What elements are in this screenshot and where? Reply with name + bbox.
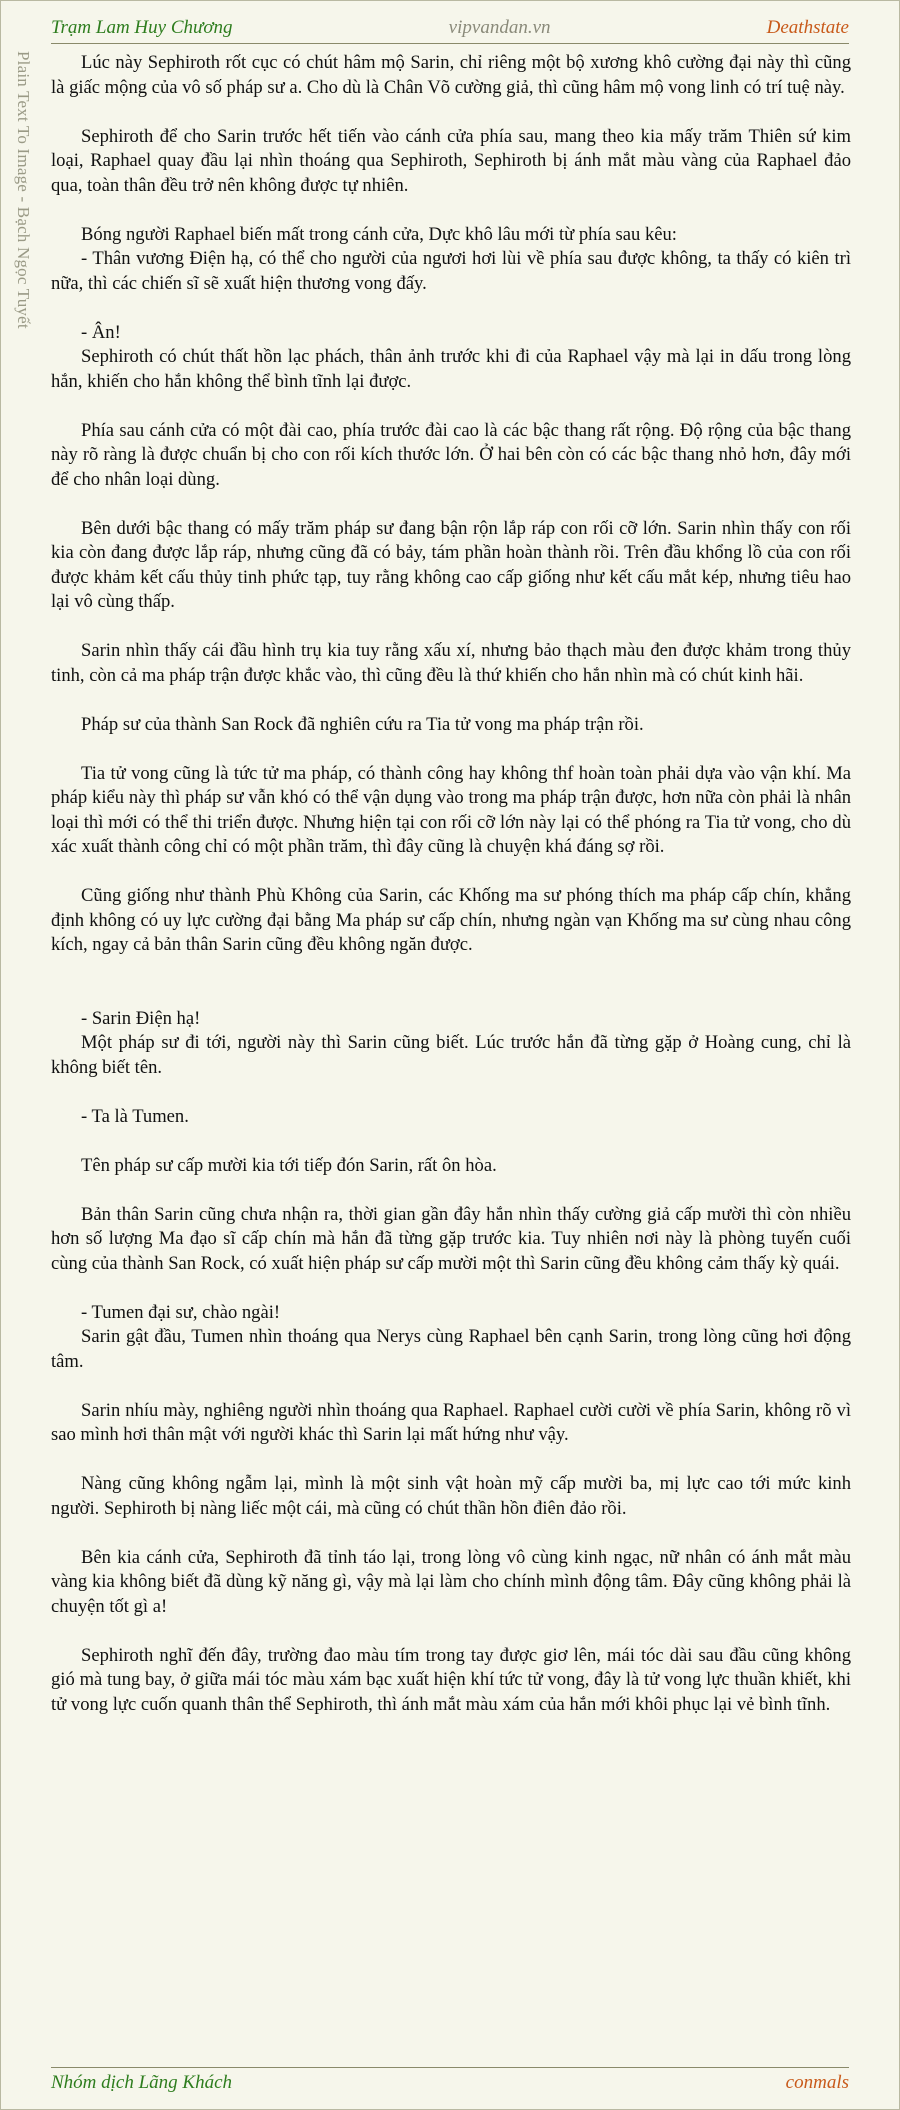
side-watermark-label: Plain Text To Image - Bạch Ngọc Tuyết: [14, 51, 33, 329]
paragraph: Cũng giống như thành Phù Không của Sarin, các Khống ma sư phóng thích ma pháp cấp chín, khẳng định không có uy lực cường đại bằng Ma pháp sư cấp chín, nhưng ngàn vạn Khống ma sư cùng nhau công kích, ngay cả bản thân Sarin cũng đều không ngăn được.: [51, 885, 851, 955]
paragraph-line: Sarin gật đầu, Tumen nhìn thoáng qua Nerys cùng Raphael bên cạnh Sarin, trong lòng cũng hơi động tâm.: [51, 1326, 851, 1372]
paragraph: [51, 321, 851, 395]
paragraph: Tia tử vong cũng là tức tử ma pháp, có thành công hay không thf hoàn toàn phải dựa vào vận khí. Ma pháp kiểu này thì pháp sư vẫn khó có thể vận dụng vào trong ma pháp trận được, hơn nữa còn phải là nhân loại thì mới có thể thi triển được. Nhưng hiện tại con rối cỡ lớn này lại có thể phóng ra Tia tử vong, cho dù xác xuất thành công chỉ có một phần trăm, thì đây cũng là chuyện khá đáng sợ rồi.: [51, 762, 851, 857]
paragraph: [51, 1301, 851, 1375]
paragraph: Sarin nhíu mày, nghiêng người nhìn thoáng qua Raphael. Raphael cười cười về phía Sarin, không rõ vì sao mình hơi thân mật với người khác thì Sarin lại mất hứng như vậy.: [51, 1399, 851, 1445]
paragraph: Phía sau cánh cửa có một đài cao, phía trước đài cao là các bậc thang rất rộng. Độ rộng của bậc thang này rõ ràng là được chuẩn bị cho con rối kích thước lớn. Ở hai bên còn có các bậc thang nhỏ hơn, đây mới để cho nhân loại dùng.: [51, 419, 851, 490]
paragraph-line: Bóng người Raphael biến mất trong cánh cửa, Dực khô lâu mới từ phía sau kêu:: [81, 223, 677, 245]
paragraph: - Ta là Tumen.: [81, 1105, 189, 1127]
paragraph: [51, 223, 851, 297]
paragraph: Tên pháp sư cấp mười kia tới tiếp đón Sarin, rất ôn hòa.: [81, 1154, 497, 1176]
header-site: vipvandan.vn: [448, 17, 551, 38]
paragraph: Nàng cũng không ngẫm lại, mình là một sinh vật hoàn mỹ cấp mười ba, mị lực cao tới mức kinh người. Sephiroth bị nàng liếc một cái, mà cũng có chút thần hồn điên đảo rồi.: [51, 1473, 851, 1519]
page-footer: [51, 2067, 849, 2100]
paragraph-line: - Ân!: [81, 321, 121, 343]
page-header: [51, 11, 849, 44]
paragraph-line: Sephiroth có chút thất hồn lạc phách, thân ảnh trước khi đi của Raphael vậy mà lại in dấu trong lòng hắn, khiến cho hắn không thể bình tĩnh lại được.: [51, 346, 851, 392]
paragraph: Bản thân Sarin cũng chưa nhận ra, thời gian gần đây hắn nhìn thấy cường giả cấp mười thì còn nhiều hơn số lượng Ma đạo sĩ cấp chín mà hắn đã từng gặp trước kia. Tuy nhiên nơi này là phòng tuyến cuối cùng của thành San Rock, có xuất hiện pháp sư cấp mười một thì Sarin cũng đều không cảm thấy kỳ quái.: [51, 1203, 851, 1274]
header-right-title: Deathstate: [766, 17, 849, 38]
paragraph: Bên kia cánh cửa, Sephiroth đã tỉnh táo lại, trong lòng vô cùng kinh ngạc, nữ nhân có ánh mắt màu vàng kia không biết đã dùng kỹ năng gì, vậy mà lại làm cho chính mình động tâm. Đây cũng không phải là chuyện tốt gì a!: [51, 1546, 851, 1617]
paragraph: [51, 1007, 851, 1081]
paragraph: Bên dưới bậc thang có mấy trăm pháp sư đang bận rộn lắp ráp con rối cỡ lớn. Sarin nhìn thấy con rối kia còn đang được lắp ráp, nhưng cũng đã có bảy, tám phần hoàn thành rồi. Trên đầu khổng lồ của con rối được khảm kết cấu thủy tinh phức tạp, tuy rằng không cao cấp giống như kết cấu mắt kép, nhưng tiêu hao lại vô cùng thấp.: [51, 517, 851, 612]
footer-credit: conmals: [785, 2072, 849, 2093]
paragraph: Sephiroth nghĩ đến đây, trường đao màu tím trong tay được giơ lên, mái tóc dài sau đầu cũng không gió mà tung bay, ở giữa mái tóc màu xám bạc xuất hiện khí tức tử vong, đây là tử vong lực thuần khiết, khi tử vong lực cuốn quanh thân thể Sephiroth, thì ánh mắt màu xám của hắn mới khôi phục lại vẻ bình tĩnh.: [51, 1644, 851, 1715]
footer-translator-group: Nhóm dịch Lãng Khách: [51, 2072, 233, 2093]
paragraph: [51, 982, 851, 1007]
paragraph: Sarin nhìn thấy cái đầu hình trụ kia tuy rằng xấu xí, nhưng bảo thạch màu đen được khảm trong thủy tinh, còn cả ma pháp trận được khắc vào, thì cũng đều là thứ khiến cho hắn nhìn mà có chút kinh hãi.: [51, 640, 851, 686]
paragraph-line: - Thân vương Điện hạ, có thể cho người của ngươi hơi lùi về phía sau được không, ta thấy có kiên trì nữa, thì các chiến sĩ sẽ xuất hiện thương vong đấy.: [51, 248, 851, 294]
story-text: [51, 51, 851, 1742]
paragraph-line: - Sarin Điện hạ!: [81, 1007, 201, 1029]
header-left-title: Trạm Lam Huy Chương: [51, 17, 233, 38]
paragraph: Lúc này Sephiroth rốt cục có chút hâm mộ Sarin, chỉ riêng một bộ xương khô cường đại này thì cũng là giấc mộng của vô số pháp sư a. Cho dù là Chân Võ cường giả, thì cũng hâm mộ vong linh có trí tuệ này.: [51, 52, 851, 98]
paragraph-line: - Tumen đại sư, chào ngài!: [81, 1301, 281, 1323]
paragraph-line: Một pháp sư đi tới, người này thì Sarin cũng biết. Lúc trước hắn đã từng gặp ở Hoàng cung, chỉ là không biết tên.: [51, 1032, 851, 1078]
paragraph: Sephiroth để cho Sarin trước hết tiến vào cánh cửa phía sau, mang theo kia mấy trăm Thiên sứ kim loại, Raphael quay đầu lại nhìn thoáng qua Sephiroth, Sephiroth bị ánh mắt màu vàng của Raphael đảo qua, toàn thân đều trở nên không được tự nhiên.: [51, 125, 851, 196]
paragraph: Pháp sư của thành San Rock đã nghiên cứu ra Tia tử vong ma pháp trận rồi.: [81, 713, 644, 735]
